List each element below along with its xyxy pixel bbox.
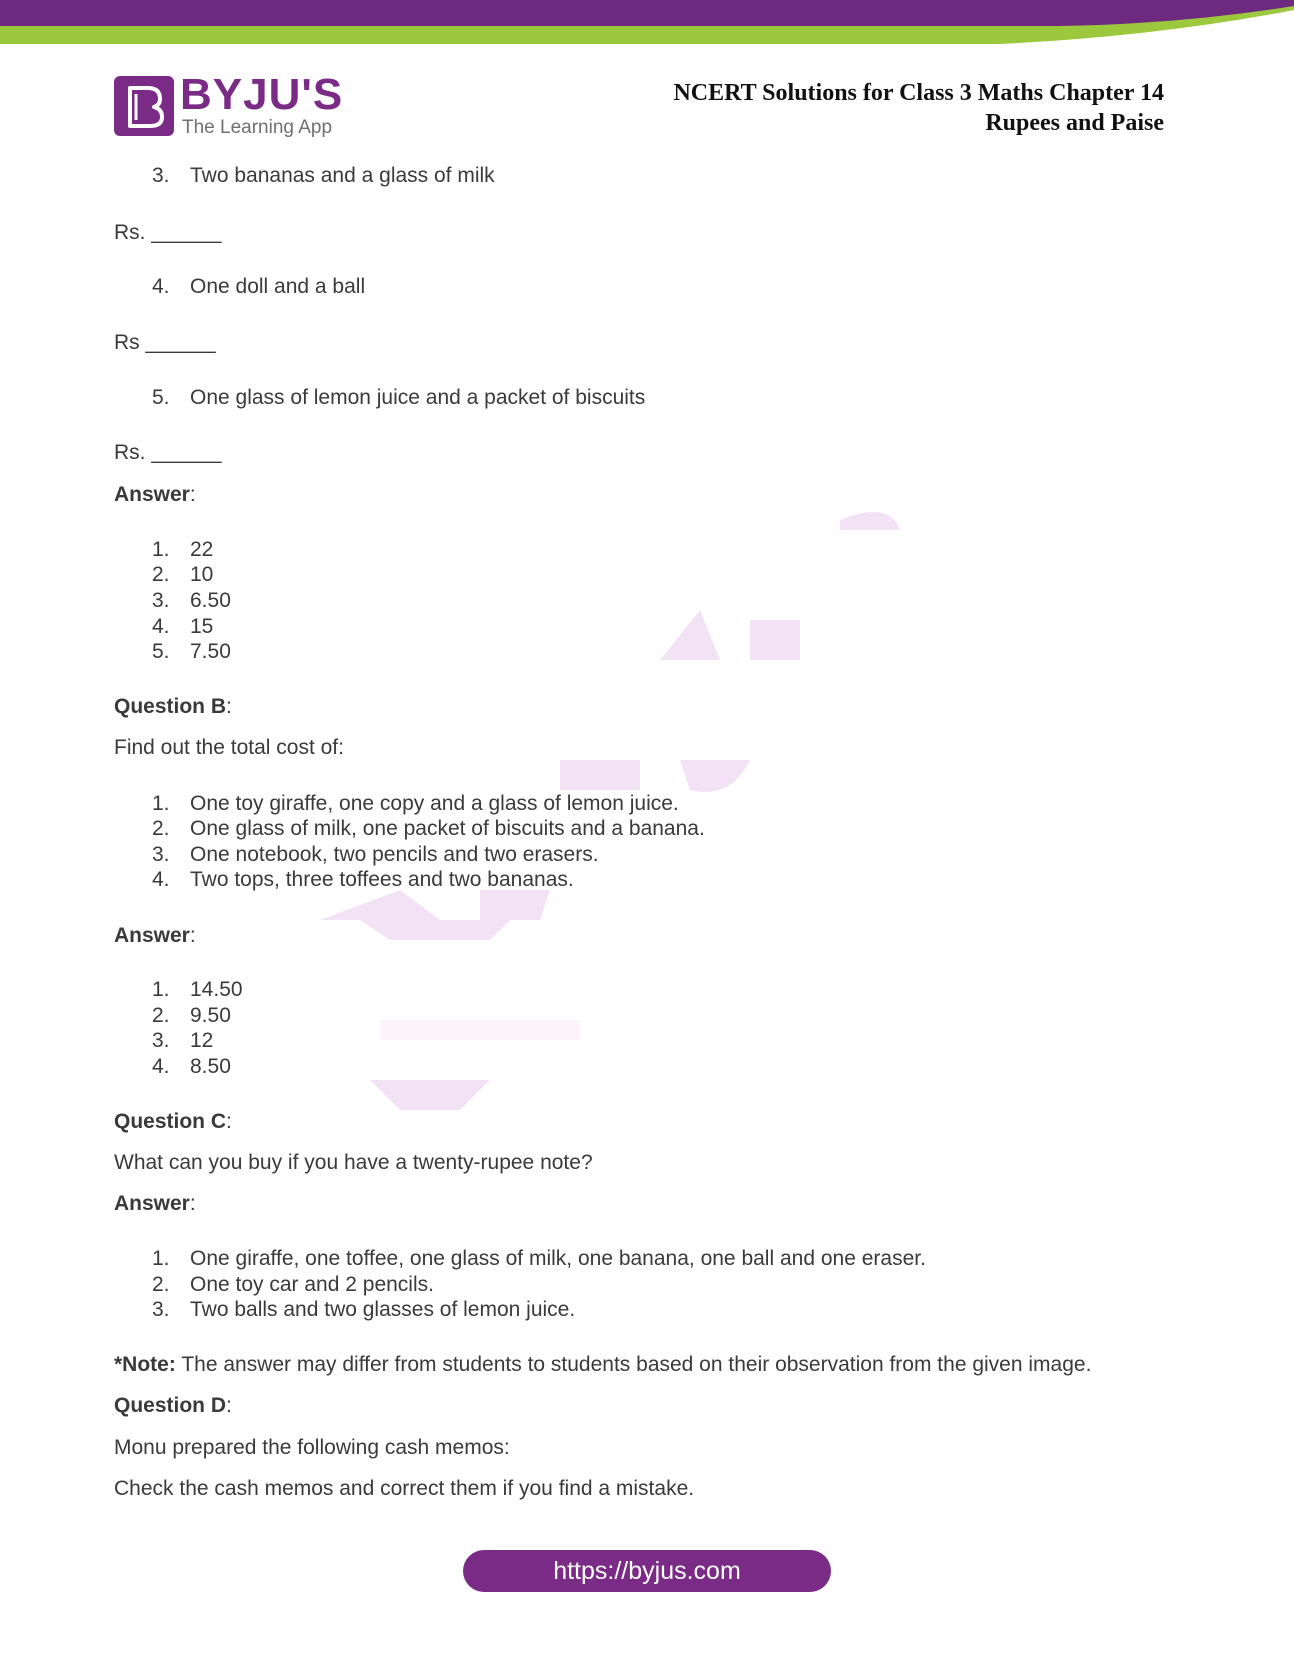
answer-heading: Answer: [114,924,196,947]
answer-label: Answer [114,483,190,506]
answer-blank: Rs. ______ [114,441,222,464]
list-item: 10 [190,563,214,586]
question-prompt: What can you buy if you have a twenty-rupee note? [114,1151,593,1174]
list-item: Two tops, three toffees and two bananas. [190,868,574,891]
list-number: 2. [152,1004,170,1027]
list-item: One glass of milk, one packet of biscuits and a banana. [190,817,705,840]
question-heading: Question B: [114,695,232,718]
list-item: One glass of lemon juice and a packet of biscuits [190,386,646,409]
list-number: 3. [152,589,170,612]
list-number: 1. [152,792,170,815]
list-item: One toy giraffe, one copy and a glass of lemon juice. [190,792,679,815]
answer-label: Answer [114,924,190,947]
list-item: 8.50 [190,1055,231,1078]
note-label: *Note: [114,1353,176,1376]
list-number: 3. [152,843,170,866]
answer-heading: Answer: [114,483,196,506]
note [114,1353,1091,1377]
list-item: One notebook, two pencils and two erasers. [190,843,599,866]
document-title-line1: NCERT Solutions for Class 3 Maths Chapter 14 [673,80,1164,106]
list-item: One toy car and 2 pencils. [190,1273,434,1296]
answer-heading: Answer: [114,1192,196,1215]
question-label: Question C [114,1110,227,1133]
list-item: 12 [190,1029,214,1052]
question-heading: Question D: [114,1394,232,1417]
answer-blank: Rs. ______ [114,221,222,244]
list-number: 2. [152,1273,170,1296]
document-title [673,78,1164,138]
question-prompt: Monu prepared the following cash memos: [114,1436,510,1459]
list-item: 7.50 [190,640,231,663]
note-text: The answer may differ from students to students based on their observation from the given image. [181,1353,1092,1376]
list-number: 5. [152,386,170,409]
list-number: 3. [152,164,170,187]
question-heading: Question C: [114,1110,232,1133]
list-number: 5. [152,640,170,663]
question-prompt: Find out the total cost of: [114,736,344,759]
question-label: Question B [114,695,227,718]
list-number: 4. [152,615,170,638]
list-number: 3. [152,1298,170,1321]
answer-label: Answer [114,1192,190,1215]
list-number: 3. [152,1029,170,1052]
logo-tagline: The Learning App [182,117,333,138]
byjus-logo [114,70,344,138]
list-number: 4. [152,868,170,891]
list-item: One giraffe, one toffee, one glass of milk, one banana, one ball and one eraser. [190,1247,926,1270]
page-header [0,0,1294,150]
list-number: 1. [152,1247,170,1270]
footer-link[interactable]: https://byjus.com [463,1550,831,1592]
byjus-logo-icon [114,76,174,136]
list-item: 22 [190,538,214,561]
answer-blank: Rs ______ [114,331,216,354]
question-label: Question D [114,1394,227,1417]
list-item: 6.50 [190,589,231,612]
list-item: Two bananas and a glass of milk [190,164,495,187]
list-number: 2. [152,817,170,840]
list-number: 2. [152,563,170,586]
list-number: 4. [152,1055,170,1078]
logo-name: BYJU'S [180,70,344,119]
list-number: 4. [152,275,170,298]
question-prompt: Check the cash memos and correct them if you find a mistake. [114,1477,695,1500]
list-item: 14.50 [190,978,243,1001]
list-item: One doll and a ball [190,275,366,298]
list-item: 15 [190,615,214,638]
list-number: 1. [152,978,170,1001]
document-title-line2: Rupees and Paise [985,110,1164,136]
list-item: Two balls and two glasses of lemon juice. [190,1298,576,1321]
list-item: 9.50 [190,1004,231,1027]
list-number: 1. [152,538,170,561]
